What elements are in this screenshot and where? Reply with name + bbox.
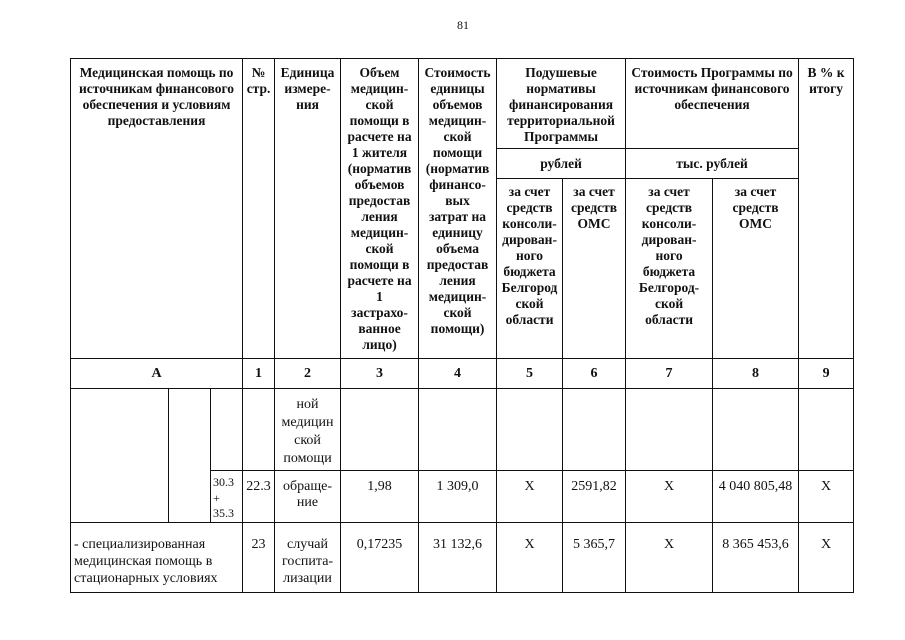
table-row	[71, 389, 854, 471]
index-cell-9: 9	[799, 359, 854, 389]
table-row	[71, 523, 854, 593]
cell-line-number: 23	[243, 523, 275, 593]
cell-unit: ной медицин ской помощи	[275, 389, 341, 471]
cell-per-capita-budget: Х	[497, 523, 563, 593]
header-unit: Единица измере- ния	[275, 59, 341, 359]
empty-cell	[713, 389, 799, 471]
empty-cell	[341, 389, 419, 471]
index-cell-3: 3	[341, 359, 419, 389]
cell-line-number: 22.3	[243, 471, 275, 523]
cell-cost-budget: Х	[626, 471, 713, 523]
index-cell-2: 2	[275, 359, 341, 389]
header-unit-cost: Стоимость единицы объемов медицин- ской помощи (норматив финансо- вых затрат на единицу объема предостав ления медицин- ской помощи)	[419, 59, 497, 359]
empty-cell	[419, 389, 497, 471]
header-volume: Объем медицин- ской помощи в расчете на 1 жителя (норматив объемов предостав ления медицин- ской помощи в расчете на 1 застрахо- ванное лицо)	[341, 59, 419, 359]
header-row	[71, 59, 854, 149]
medical-care-table	[70, 58, 854, 593]
index-cell-a: А	[71, 359, 243, 389]
empty-cell	[243, 389, 275, 471]
index-cell-6: 6	[563, 359, 626, 389]
cell-care-type: - специализированная медицинская помощь в стационарных условиях	[71, 523, 243, 593]
column-index-row	[71, 359, 854, 389]
cell-per-capita-oms: 2591,82	[563, 471, 626, 523]
empty-cell	[71, 389, 169, 523]
cell-per-capita-oms: 5 365,7	[563, 523, 626, 593]
header-cost-oms: за счет средств ОМС	[713, 179, 799, 359]
index-cell-8: 8	[713, 359, 799, 389]
header-line-number: № стр.	[243, 59, 275, 359]
index-cell-4: 4	[419, 359, 497, 389]
cell-per-capita-budget: Х	[497, 471, 563, 523]
index-cell-5: 5	[497, 359, 563, 389]
empty-cell	[799, 389, 854, 471]
empty-cell	[563, 389, 626, 471]
header-per-capita-group: Подушевые нормативы финансирования территориальной Программы	[497, 59, 626, 149]
empty-cell	[626, 389, 713, 471]
header-per-capita-currency: рублей	[497, 149, 626, 179]
page-number: 81	[457, 18, 469, 32]
cell-percent: Х	[799, 471, 854, 523]
cell-code: 30.3 + 35.3	[211, 471, 243, 523]
header-program-cost-group: Стоимость Программы по источникам финансового обеспечения	[626, 59, 799, 149]
cell-percent: Х	[799, 523, 854, 593]
header-per-capita-oms: за счет средств ОМС	[563, 179, 626, 359]
header-per-capita-budget: за счет средств консоли- дирован- ного бюджета Белгород ской области	[497, 179, 563, 359]
index-cell-7: 7	[626, 359, 713, 389]
empty-cell	[497, 389, 563, 471]
header-care-type: Медицинская помощь по источникам финансового обеспечения и условиям предоставления	[71, 59, 243, 359]
cell-unit: обраще- ние	[275, 471, 341, 523]
header-program-cost-currency: тыс. рублей	[626, 149, 799, 179]
header-percent: В % к итогу	[799, 59, 854, 359]
cell-volume: 0,17235	[341, 523, 419, 593]
cell-volume: 1,98	[341, 471, 419, 523]
cell-unit-cost: 31 132,6	[419, 523, 497, 593]
cell-cost-oms: 4 040 805,48	[713, 471, 799, 523]
header-cost-budget: за счет средств консоли- дирован- ного бюджета Белгород- ской области	[626, 179, 713, 359]
cell-cost-budget: Х	[626, 523, 713, 593]
cell-unit: случай госпита- лизации	[275, 523, 341, 593]
cell-cost-oms: 8 365 453,6	[713, 523, 799, 593]
cell-unit-cost: 1 309,0	[419, 471, 497, 523]
empty-cell	[169, 389, 211, 523]
empty-cell	[211, 389, 243, 471]
index-cell-1: 1	[243, 359, 275, 389]
